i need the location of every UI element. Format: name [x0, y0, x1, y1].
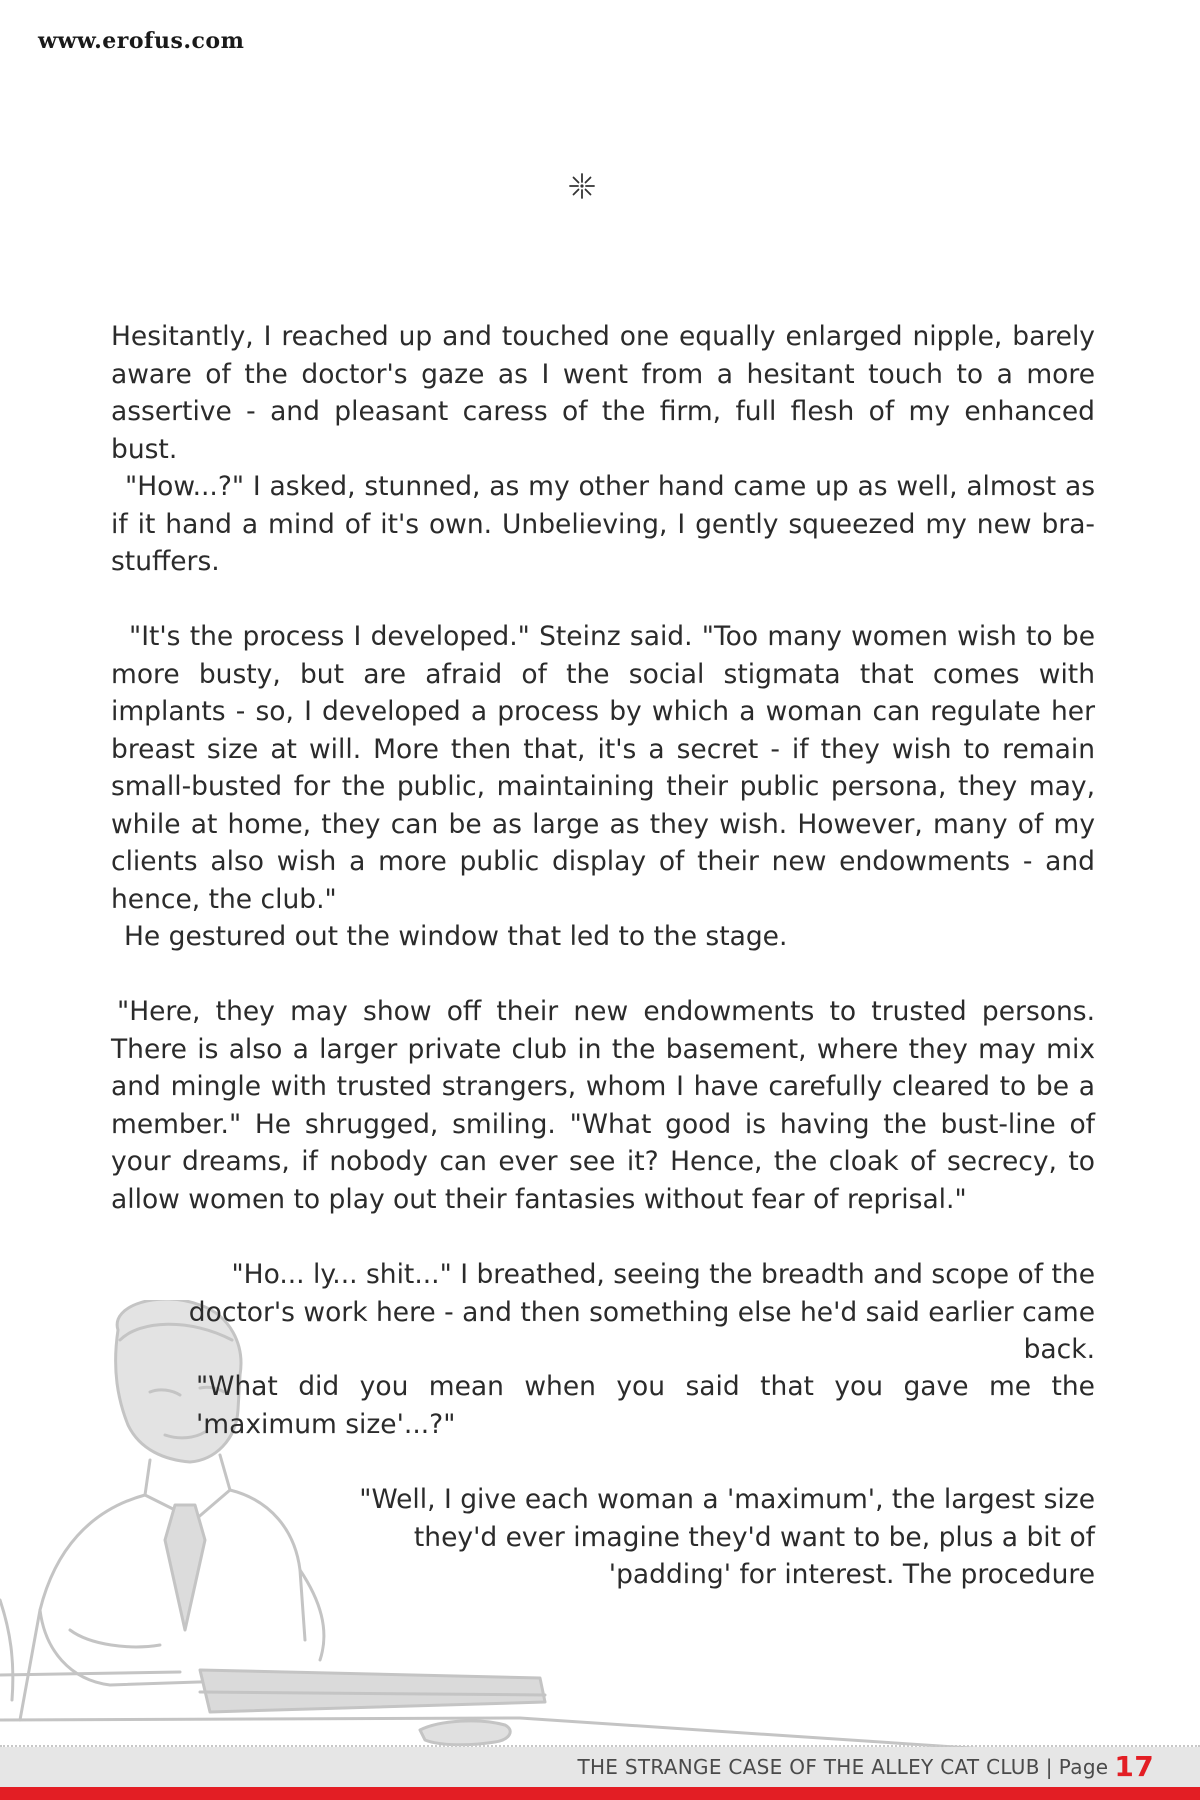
paragraph-3: "It's the process I developed." Steinz said. "Too many women wish to be more busty, but are afraid of the social stigmata that comes with implants - so, I developed a process by which a woman can regulate her breast size at will. More then that, it's a secret - if they wish to remain small-busted for the public, maintaining their public persona, they may, while at home, they can be as large as they wish. However, many of my clients also wish a more public display of their new endowments - and hence, the club."	[111, 621, 1095, 915]
paragraph-4: He gestured out the window that led to the stage.	[124, 921, 788, 952]
paragraph-6: "Ho... ly... shit..." I breathed, seeing the breadth and scope of the doctor's work here - and then something else he'd said earlier came back.	[188, 1259, 1095, 1365]
book-title: THE STRANGE CASE OF THE ALLEY CAT CLUB	[577, 1755, 1040, 1779]
paragraph-2: "How...?" I asked, stunned, as my other hand came up as well, almost as if it hand a mind of it's own. Unbelieving, I gently squeezed my new bra-stuffers.	[111, 471, 1095, 577]
page-label: Page	[1058, 1755, 1109, 1779]
page-number: 17	[1114, 1750, 1154, 1783]
watermark: www.erofus.com	[38, 28, 245, 54]
paragraph-8: "Well, I give each woman a 'maximum', the largest size they'd ever imagine they'd want to be, plus a bit of 'padding' for interest. The procedure	[359, 1484, 1095, 1590]
paragraph-1: Hesitantly, I reached up and touched one equally enlarged nipple, barely aware of the doctor's gaze as I went from a hesitant touch to a more assertive - and pleasant caress of the firm, full flesh of my enhanced bust.	[111, 321, 1095, 465]
paragraph-7: "What did you mean when you said that you gave me the 'maximum size'...?"	[196, 1371, 1095, 1440]
asterisk-ornament-icon	[568, 172, 596, 200]
bottom-accent-bar	[0, 1787, 1200, 1800]
running-footer	[577, 1750, 1154, 1783]
footer-separator: |	[1045, 1755, 1053, 1779]
paragraph-5: "Here, they may show off their new endowments to trusted persons. There is also a larger private club in the basement, where they may mix and mingle with trusted strangers, whom I have carefully cleared to be a member." He shrugged, smiling. "What good is having the bust-line of your dreams, if nobody can ever see it? Hence, the cloak of secrecy, to allow women to play out their fantasies without fear of reprisal."	[111, 996, 1095, 1215]
